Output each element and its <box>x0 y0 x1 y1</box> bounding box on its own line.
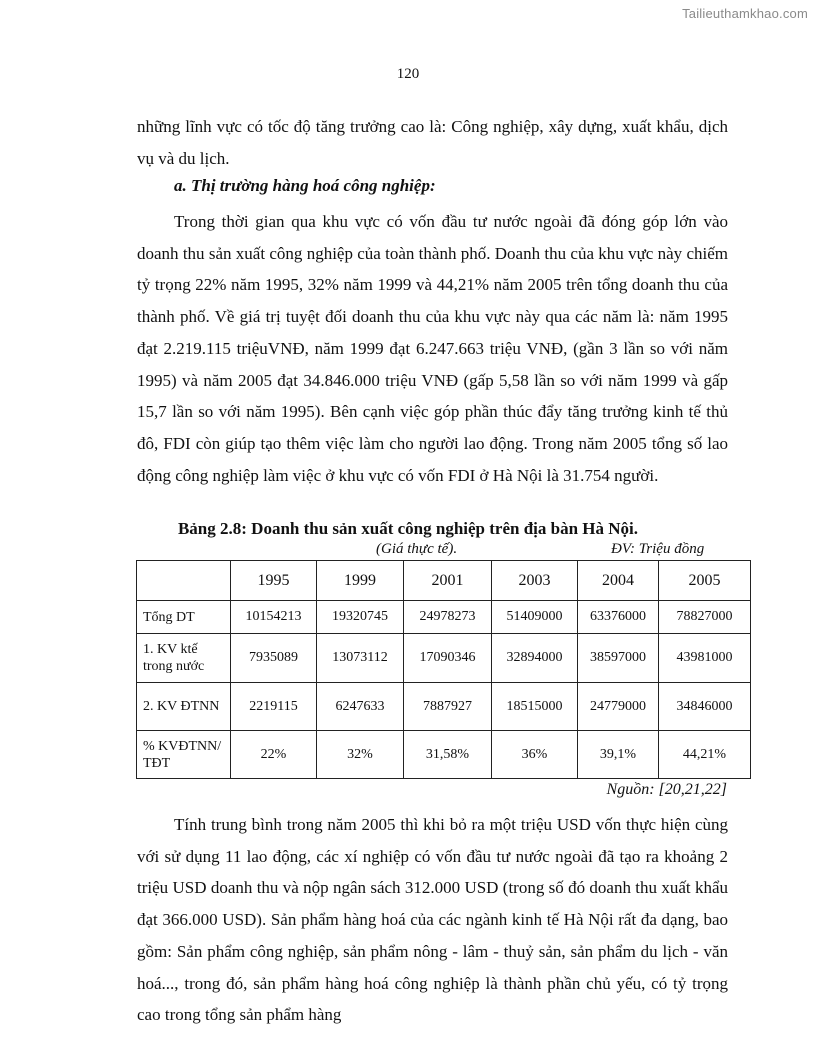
table-source: Nguồn: [20,21,22] <box>606 781 727 798</box>
table-cell: 32894000 <box>492 634 578 683</box>
header-year: 2004 <box>578 561 659 601</box>
price-note: (Giá thực tế). <box>376 541 458 557</box>
table-cell: 38597000 <box>578 634 659 683</box>
section-heading: a. Thị trường hàng hoá công nghiệp: <box>174 176 436 195</box>
header-year: 1999 <box>317 561 404 601</box>
row-label: 2. KV ĐTNN <box>137 683 231 731</box>
table-cell: 24978273 <box>404 601 492 634</box>
table-cell: 7935089 <box>231 634 317 683</box>
table-cell: 17090346 <box>404 634 492 683</box>
row-label: % KVĐTNN/ TĐT <box>137 731 231 779</box>
table-cell: 2219115 <box>231 683 317 731</box>
table-cell: 19320745 <box>317 601 404 634</box>
table-row <box>137 731 751 779</box>
paragraph-fdi-revenue-text: Trong thời gian qua khu vực có vốn đầu tư nước ngoài đã đóng góp lớn vào doanh thu sản xuất công nghiệp của toàn thành phố. Doanh thu của khu vực này chiếm tỷ trọng 22% năm 1995, 32% năm 1999 và 44,21% năm 2005 trên tổng doanh thu của thành phố. Về giá trị tuyệt đối doanh thu của khu vực này qua các năm là: năm 1995 đạt 2.219.115 triệuVNĐ, năm 1999 đạt 6.247.663 triệu VNĐ, (gần 3 lần so với năm 1995) và năm 2005 đạt 34.846.000 triệu VNĐ (gấp 5,58 lần so với năm 1999 và gấp 15,7 lần so với năm 1995). Bên cạnh việc góp phần thúc đẩy tăng trưởng kinh tế thủ đô, FDI còn giúp tạo thêm việc làm cho người lao động. Trong năm 2005 tổng số lao động công nghiệp làm việc ở khu vực có vốn FDI ở Hà Nội là 31.754 người. <box>137 212 728 485</box>
header-year: 1995 <box>231 561 317 601</box>
table-cell: 31,58% <box>404 731 492 779</box>
paragraph-fdi-revenue <box>137 206 728 491</box>
table-row <box>137 601 751 634</box>
table-cell: 39,1% <box>578 731 659 779</box>
page-number: 120 <box>396 66 420 82</box>
unit-note: ĐV: Triệu đồng <box>611 541 705 557</box>
table-cell: 51409000 <box>492 601 578 634</box>
table-cell: 78827000 <box>659 601 751 634</box>
table-row <box>137 683 751 731</box>
table-cell: 63376000 <box>578 601 659 634</box>
table-cell: 43981000 <box>659 634 751 683</box>
header-year: 2001 <box>404 561 492 601</box>
row-label: 1. KV ktế trong nước <box>137 634 231 683</box>
table-row <box>137 634 751 683</box>
paragraph-fdi-efficiency <box>137 809 728 1031</box>
watermark: Tailieuthamkhao.com <box>682 6 808 21</box>
paragraph-intro: những lĩnh vực có tốc độ tăng trưởng cao là: Công nghiệp, xây dựng, xuất khẩu, dịch vụ và du lịch. <box>137 117 728 168</box>
table-cell: 24779000 <box>578 683 659 731</box>
table-cell: 32% <box>317 731 404 779</box>
paragraph-fdi-efficiency-text: Tính trung bình trong năm 2005 thì khi bỏ ra một triệu USD vốn thực hiện cùng với sử dụng 11 lao động, các xí nghiệp có vốn đầu tư nước ngoài đã tạo ra khoảng 2 triệu USD doanh thu và nộp ngân sách 312.000 USD (trong số đó doanh thu xuất khẩu đạt 366.000 USD). Sản phẩm hàng hoá của các ngành kinh tế Hà Nội rất đa dạng, bao gồm: Sản phẩm công nghiệp, sản phẩm nông - lâm - thuỷ sản, sản phẩm du lịch - văn hoá..., trong đó, sản phẩm hàng hoá công nghiệp là thành phần chủ yếu, có tỷ trọng cao trong tổng sản phẩm hàng <box>137 815 728 1025</box>
row-label: Tổng DT <box>137 601 231 634</box>
header-empty-cell <box>137 561 231 601</box>
header-year: 2005 <box>659 561 751 601</box>
table-cell: 10154213 <box>231 601 317 634</box>
table-cell: 36% <box>492 731 578 779</box>
table-cell: 44,21% <box>659 731 751 779</box>
table-cell: 34846000 <box>659 683 751 731</box>
table-caption: Bảng 2.8: Doanh thu sản xuất công nghiệp trên địa bàn Hà Nội. <box>177 519 639 538</box>
table-header-row <box>137 561 751 601</box>
revenue-table <box>136 560 751 779</box>
table-cell: 13073112 <box>317 634 404 683</box>
table-cell: 7887927 <box>404 683 492 731</box>
header-year: 2003 <box>492 561 578 601</box>
table-cell: 6247633 <box>317 683 404 731</box>
table-cell: 18515000 <box>492 683 578 731</box>
table-cell: 22% <box>231 731 317 779</box>
